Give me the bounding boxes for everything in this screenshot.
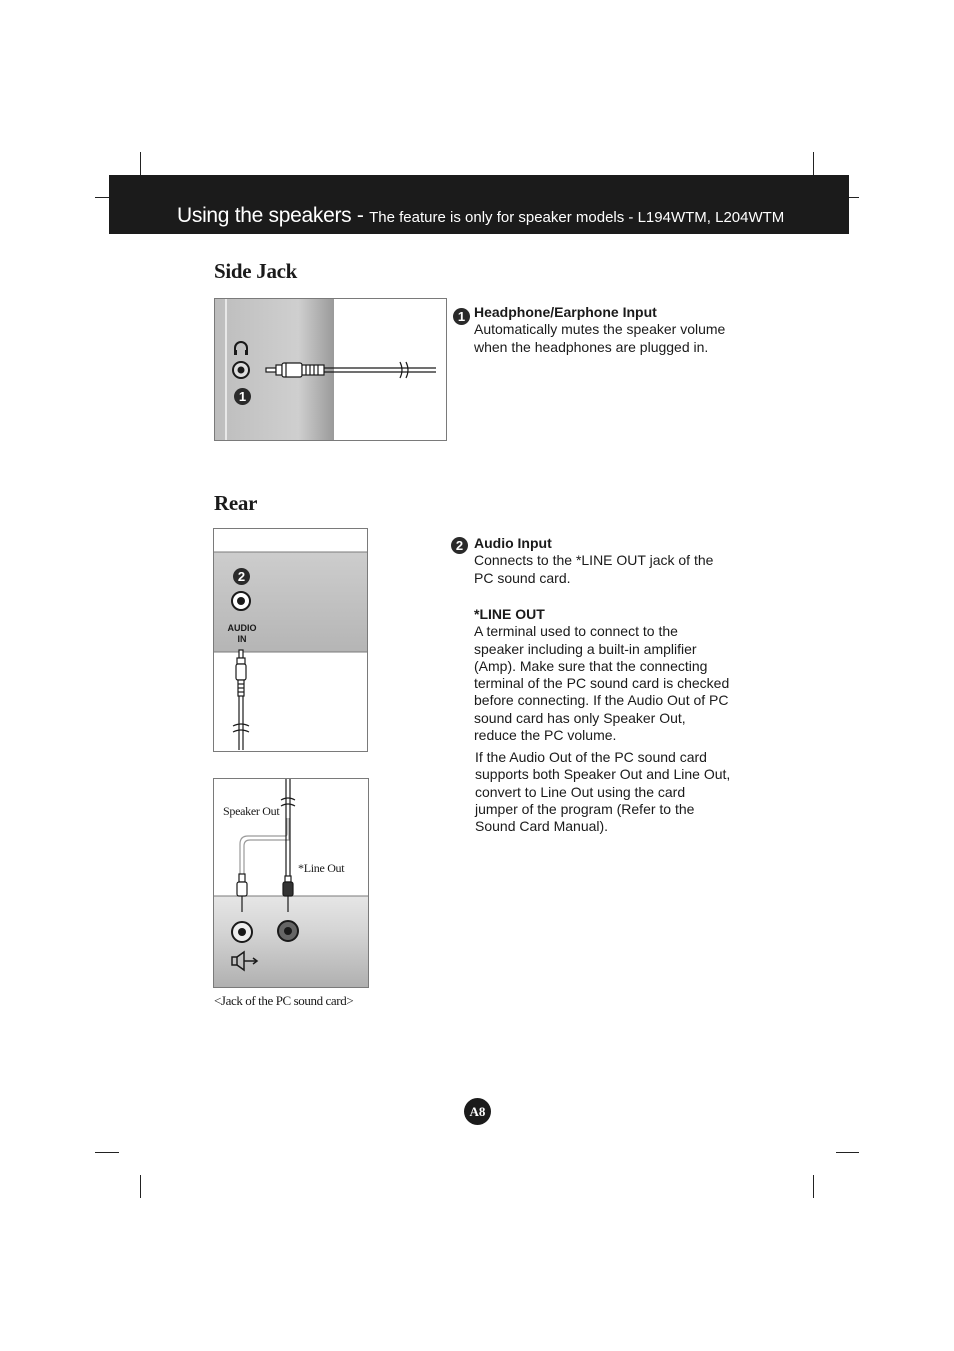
crop-mark [95,197,109,198]
audio-in-label-line2: IN [237,634,247,644]
side-jack-title: Side Jack [214,259,298,283]
rear-diagram [213,528,368,752]
speaker-out-label: Speaker Out [223,804,280,818]
line-out-description [474,606,754,744]
side-jack-diagram [214,298,447,441]
crop-mark [813,1175,814,1198]
page-header [109,175,849,234]
crop-mark [836,1152,859,1153]
line-out-text: A terminal used to connect to the speaker including a built-in amplifier (Amp). Make sure that the connecting terminal of the PC sound card is checked before connecting. If the Audio Out of PC sound card has only Speaker Out, reduce the PC volume. [474,623,730,744]
header-title [177,204,784,228]
audio-input-text: Connects to the *LINE OUT jack of the PC sound card. [474,552,714,586]
crop-mark [95,1152,119,1153]
item-badge-2: 2 [451,537,468,554]
diagram-badge-1: 1 [234,388,251,405]
header-title-sub: The feature is only for speaker models - L194WTM, L204WTM [369,209,785,226]
sound-card-diagram [213,778,369,988]
speaker-out-jack [232,922,252,942]
headphone-input-heading: Headphone/Earphone Input [474,304,657,320]
crop-mark [140,152,141,175]
audio-input-description [474,535,754,587]
crop-mark [813,152,814,175]
line-out-jack [278,921,298,941]
sound-card-caption: <Jack of the PC sound card> [214,993,354,1008]
crop-mark [849,197,859,198]
audio-in-jack [232,592,250,610]
diagram-badge-2: 2 [233,568,250,585]
line-out-note [475,749,755,835]
page-number: A8 [464,1098,491,1125]
audio-input-heading: Audio Input [474,535,552,551]
side-jack-illustration [214,298,447,441]
header-title-main: Using the speakers - [177,204,370,227]
audio-in-label-line1: AUDIO [227,623,257,633]
headphone-input-text: Automatically mutes the speaker volume when the headphones are plugged in. [474,321,726,355]
audio-in-label [223,623,261,645]
line-out-note-text: If the Audio Out of the PC sound card supports both Speaker Out and Line Out, convert to Line Out using the card jumper of the program (Refer to the Sound Card Manual). [475,749,731,835]
rear-title: Rear [214,491,258,515]
item-badge-1: 1 [453,308,470,325]
crop-mark [140,1175,141,1198]
headphone-jack [233,362,249,378]
line-out-label: *Line Out [298,861,345,875]
headphone-input-description [474,304,754,356]
line-out-heading: *LINE OUT [474,606,545,622]
